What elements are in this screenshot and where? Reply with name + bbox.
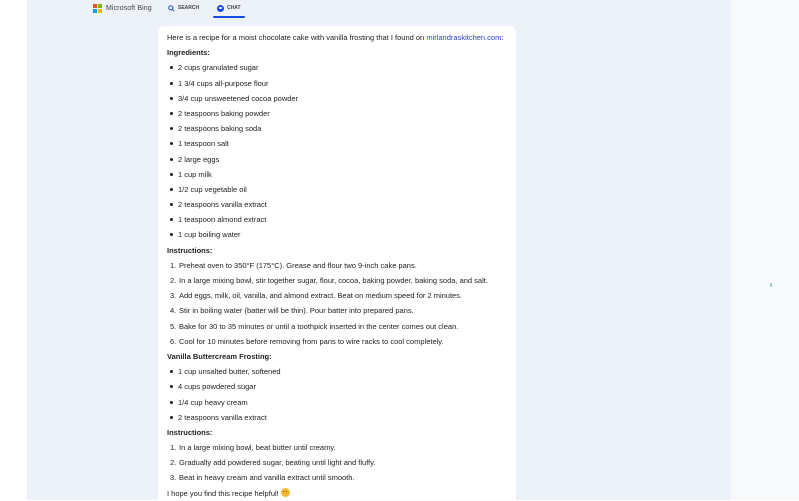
instructions-list — [167, 258, 513, 349]
step-text: Gradually add powdered sugar, beating until light and fluffy. — [179, 458, 376, 468]
step-number: 4. — [170, 306, 177, 316]
microsoft-logo-icon — [93, 4, 102, 13]
step-text: Stir in boiling water (batter will be thin). Pour batter into prepared pans. — [179, 306, 414, 316]
list-item: 2 teaspoons baking powder — [167, 106, 513, 121]
step-number: 1. — [170, 443, 177, 453]
intro-end: : — [501, 33, 504, 42]
list-item — [167, 303, 513, 318]
list-item — [167, 273, 513, 288]
browser-viewport — [27, 0, 772, 500]
list-item: 2 cups granulated sugar — [167, 60, 513, 75]
brand-name: Microsoft Bing — [106, 4, 152, 12]
list-item: 3/4 cup unsweetened cocoa powder — [167, 91, 513, 106]
smile-emoji-icon — [281, 488, 290, 497]
list-item: 1 teaspoon salt — [167, 136, 513, 151]
active-tab-indicator — [213, 16, 245, 18]
list-item: 4 cups powdered sugar — [167, 379, 513, 394]
step-text: Cool for 10 minutes before removing from pans to wire racks to cool completely. — [179, 336, 444, 346]
step-number: 1. — [170, 260, 177, 270]
closing-line — [167, 486, 513, 501]
list-item: 2 teaspoons vanilla extract — [167, 197, 513, 212]
chat-icon — [217, 5, 224, 12]
step-text: Beat in heavy cream and vanilla extract until smooth. — [179, 473, 355, 483]
intro-sentence: Here is a recipe for a moist chocolate cake with vanilla frosting that I found on — [167, 33, 427, 42]
chat-response — [167, 30, 513, 501]
step-text: Bake for 30 to 35 minutes or until a toothpick inserted in the center comes out clean. — [179, 321, 459, 331]
step-text: Preheat oven to 350°F (175°C). Grease and flour two 9-inch cake pans. — [179, 260, 417, 270]
list-item: 1 cup milk — [167, 167, 513, 182]
list-item — [167, 470, 513, 485]
tab-chat-label: CHAT — [227, 5, 241, 11]
right-panel — [731, 0, 799, 500]
instructions-heading: Instructions: — [167, 245, 213, 255]
step-number: 6. — [170, 336, 177, 346]
step-text: In a large mixing bowl, beat butter until creamy. — [179, 443, 336, 453]
ingredients-heading: Ingredients: — [167, 48, 210, 58]
frosting-ingredients-list — [167, 364, 513, 425]
list-item: 1 cup unsalted butter, softened — [167, 364, 513, 379]
bing-brand[interactable] — [93, 2, 152, 14]
search-icon — [168, 5, 175, 12]
list-item — [167, 288, 513, 303]
step-text: In a large mixing bowl, stir together sugar, flour, cocoa, baking powder, baking soda, and salt. — [179, 276, 488, 285]
closing-text: I hope you find this recipe helpful! — [167, 488, 279, 498]
ingredients-list — [167, 60, 513, 242]
step-number: 3. — [170, 291, 177, 301]
scroll-marker — [770, 283, 772, 287]
source-link[interactable]: mirlandraskitchen.com — [426, 33, 502, 42]
list-item: 1 cup boiling water — [167, 227, 513, 242]
step-number: 2. — [170, 276, 177, 285]
top-bar — [27, 0, 731, 18]
frosting-heading: Vanilla Buttercream Frosting: — [167, 351, 272, 361]
list-item — [167, 334, 513, 349]
tab-chat[interactable] — [217, 2, 241, 14]
chat-response-card — [158, 26, 516, 500]
list-item: 2 teaspoons vanilla extract — [167, 410, 513, 425]
list-item: 1/4 cup heavy cream — [167, 395, 513, 410]
step-number: 5. — [170, 321, 177, 331]
list-item: 1 teaspoon almond extract — [167, 212, 513, 227]
intro-text — [167, 30, 513, 45]
step-text: Add eggs, milk, oil, vanilla, and almond extract. Beat on medium speed for 2 minutes. — [179, 291, 463, 301]
step-number: 3. — [170, 473, 177, 483]
list-item: 1 3/4 cups all-purpose flour — [167, 76, 513, 91]
list-item: 2 large eggs — [167, 152, 513, 167]
list-item — [167, 455, 513, 470]
frosting-instructions-heading: Instructions: — [167, 427, 213, 437]
list-item: 2 teaspoons baking soda — [167, 121, 513, 136]
step-number: 2. — [170, 458, 177, 468]
list-item: 1/2 cup vegetable oil — [167, 182, 513, 197]
list-item — [167, 319, 513, 334]
frosting-instructions-list — [167, 440, 513, 486]
tab-search-label: SEARCH — [178, 5, 200, 11]
list-item — [167, 258, 513, 273]
tab-search[interactable] — [168, 2, 199, 14]
list-item — [167, 440, 513, 455]
